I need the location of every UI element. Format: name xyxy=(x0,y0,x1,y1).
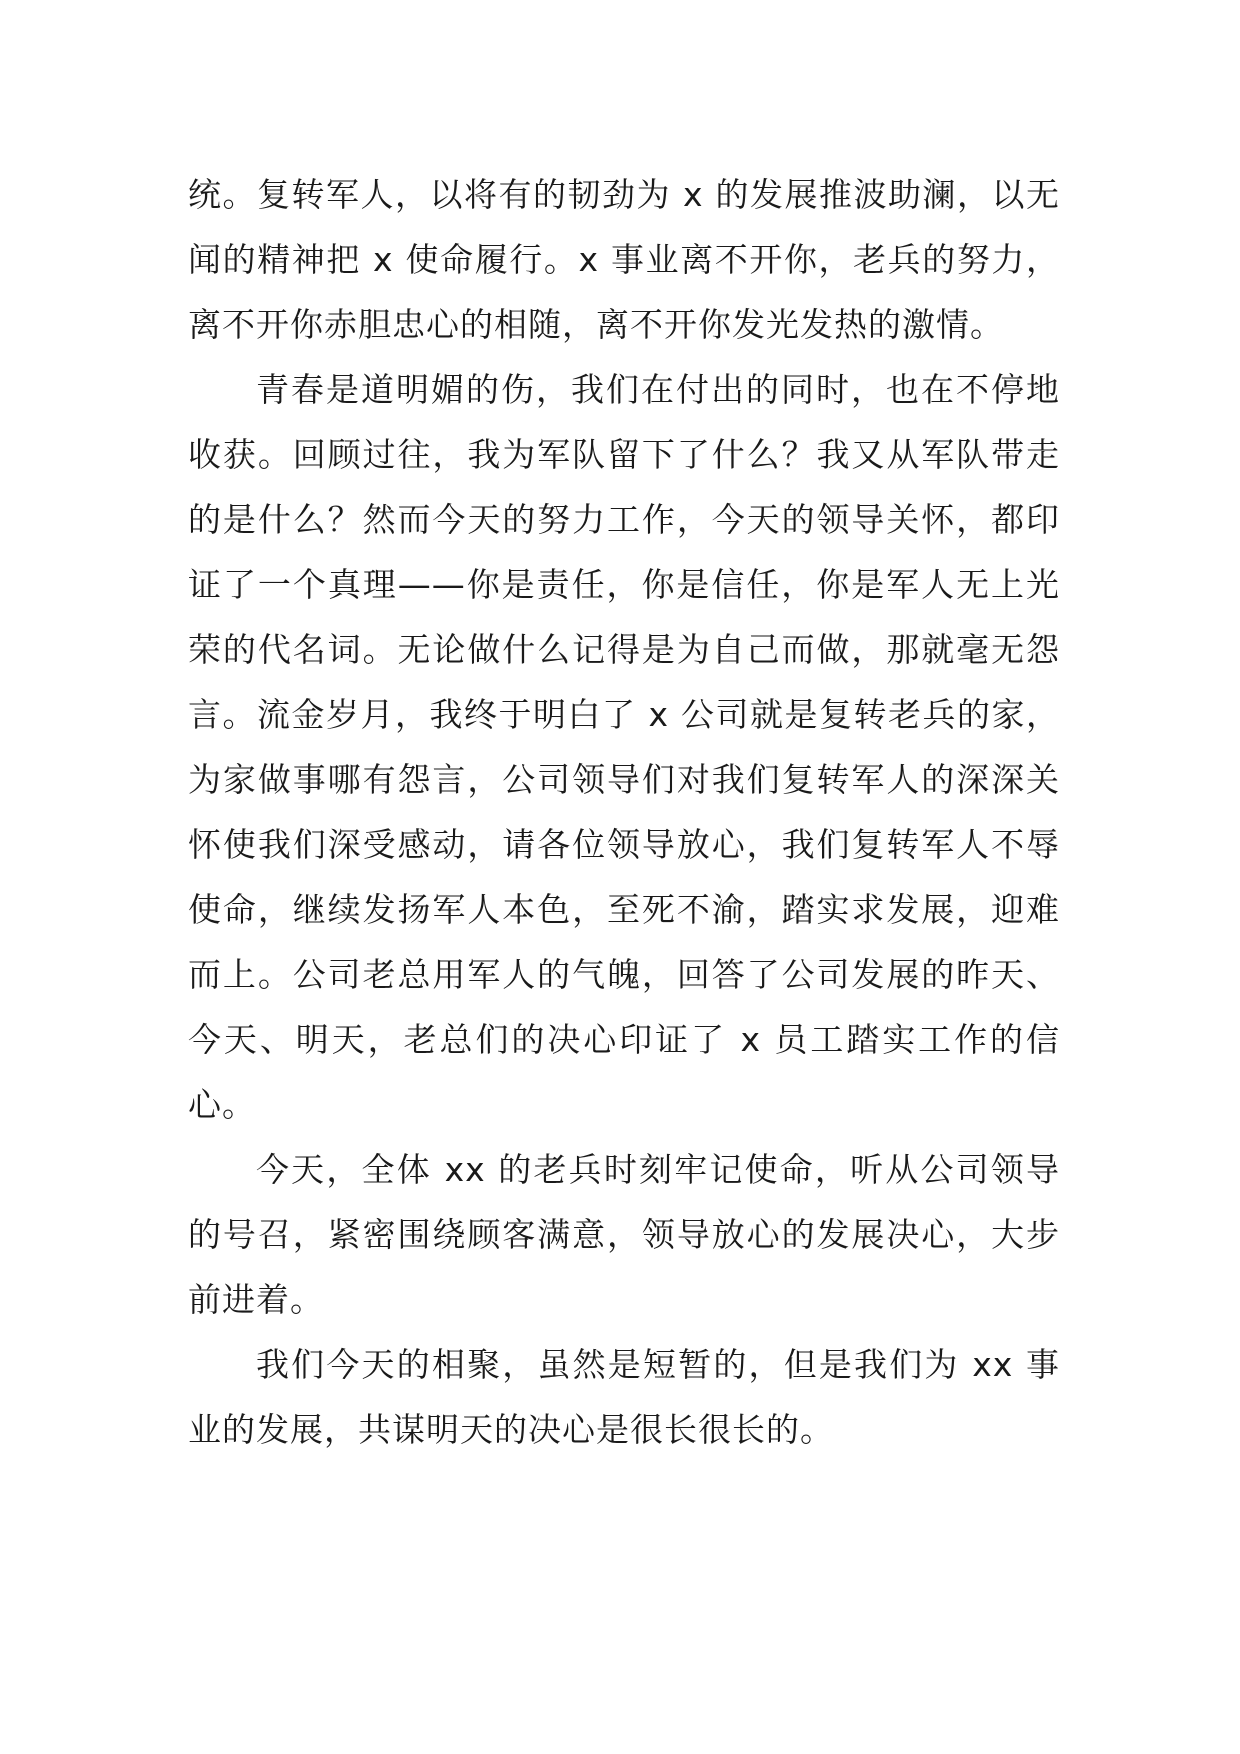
paragraph-gathering: 我们今天的相聚，虽然是短暂的，但是我们为 xx 事业的发展，共谋明天的决心是很长很长的。 xyxy=(188,1345,1060,1449)
paragraph-youth: 青春是道明媚的伤，我们在付出的同时，也在不停地收获。回顾过往，我为军队留下了什么？我又从军队带走的是什么？然而今天的努力工作，今天的领导关怀，都印证了一个真理——你是责任，你是信任，你是军人无上光荣的代名词。无论做什么记得是为自己而做，那就毫无怨言。流金岁月，我终于明白了 x 公司就是复转老兵的家，为家做事哪有怨言，公司领导们对我们复转军人的深深关怀使我们深受感动，请各位领导放心，我们复转军人不辱使命，继续发扬军人本色，至死不渝，踏实求发展，迎难而上。公司老总用军人的气魄，回答了公司发展的昨天、今天、明天，老总们的决心印证了 x 员工踏实工作的信心。 xyxy=(188,370,1060,1124)
paragraph-today: 今天，全体 xx 的老兵时刻牢记使命，听从公司领导的号召，紧密围绕顾客满意，领导放心的发展决心，大步前进着。 xyxy=(188,1150,1060,1319)
paragraph-continuation: 统。复转军人，以将有的韧劲为 x 的发展推波助澜，以无闻的精神把 x 使命履行。x 事业离不开你，老兵的努力，离不开你赤胆忠心的相随，离不开你发光发热的激情。 xyxy=(188,175,1060,344)
body-text xyxy=(188,162,1060,1462)
